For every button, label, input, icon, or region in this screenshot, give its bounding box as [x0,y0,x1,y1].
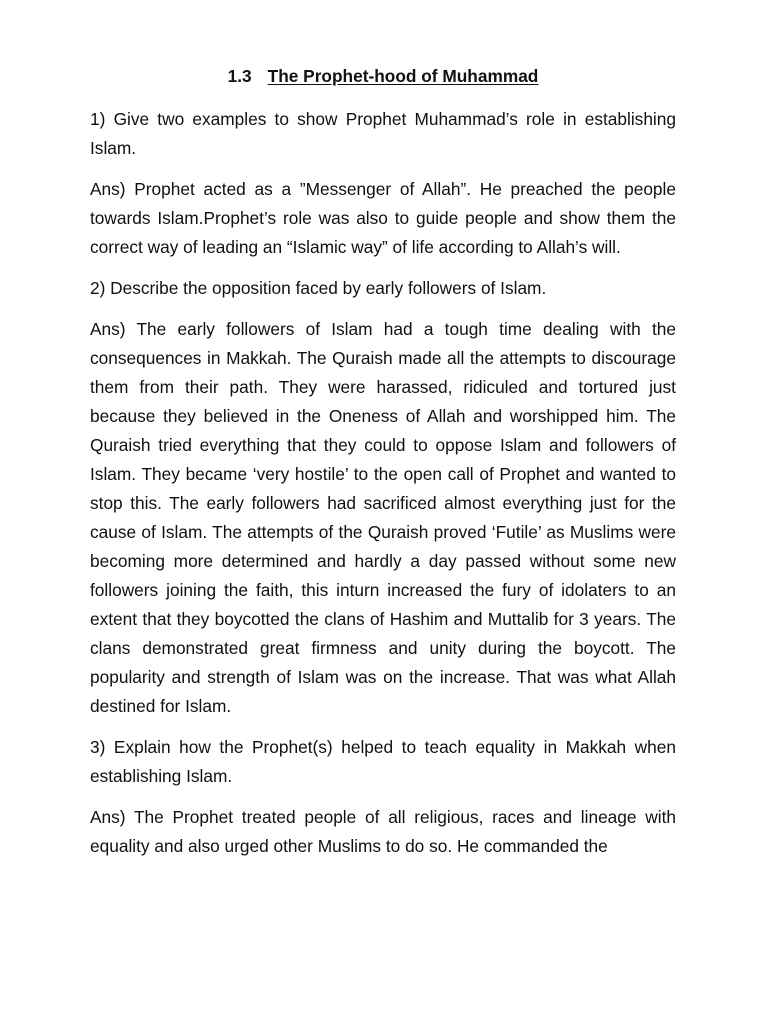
question-3: 3) Explain how the Prophet(s) helped to teach equality in Makkah when establishing Islam. [90,737,676,786]
question-2: 2) Describe the opposition faced by early followers of Islam. [90,278,547,298]
section-title: The Prophet-hood of Muhammad [267,66,539,86]
answer-1: Ans) Prophet acted as a ”Messenger of Allah”. He preached the people towards Islam.Prophet’s role was also to guide people and show them the correct way of leading an “Islamic way” of life according to Allah’s will. [90,179,676,257]
section-number: 1.3 [227,66,252,86]
answer-2: Ans) The early followers of Islam had a tough time dealing with the consequences in Makkah. The Quraish made all the attempts to discourage them from their path. They were harassed, ridiculed and tortured just because they believed in the Oneness of Allah and worshipped him. The Quraish tried everything that they could to oppose Islam and followers of Islam. They became ‘very hostile’ to the open call of Prophet and wanted to stop this. The early followers had sacrificed almost everything just for the cause of Islam. The attempts of the Quraish proved ‘Futile’ as Muslims were becoming more determined and hardly a day passed without some new followers joining the faith, this inturn increased the fury of idolaters to an extent that they boycotted the clans of Hashim and Muttalib for 3 years. The clans demonstrated great firmness and unity during the boycott. The popularity and strength of Islam was on the increase. That was what Allah destined for Islam. [90,319,676,716]
question-1: 1) Give two examples to show Prophet Muhammad’s role in establishing Islam. [90,109,676,158]
answer-3: Ans) The Prophet treated people of all religious, races and lineage with equality and also urged other Muslims to do so. He commanded the [90,807,676,856]
document-page [90,62,676,861]
section-heading [90,62,676,91]
